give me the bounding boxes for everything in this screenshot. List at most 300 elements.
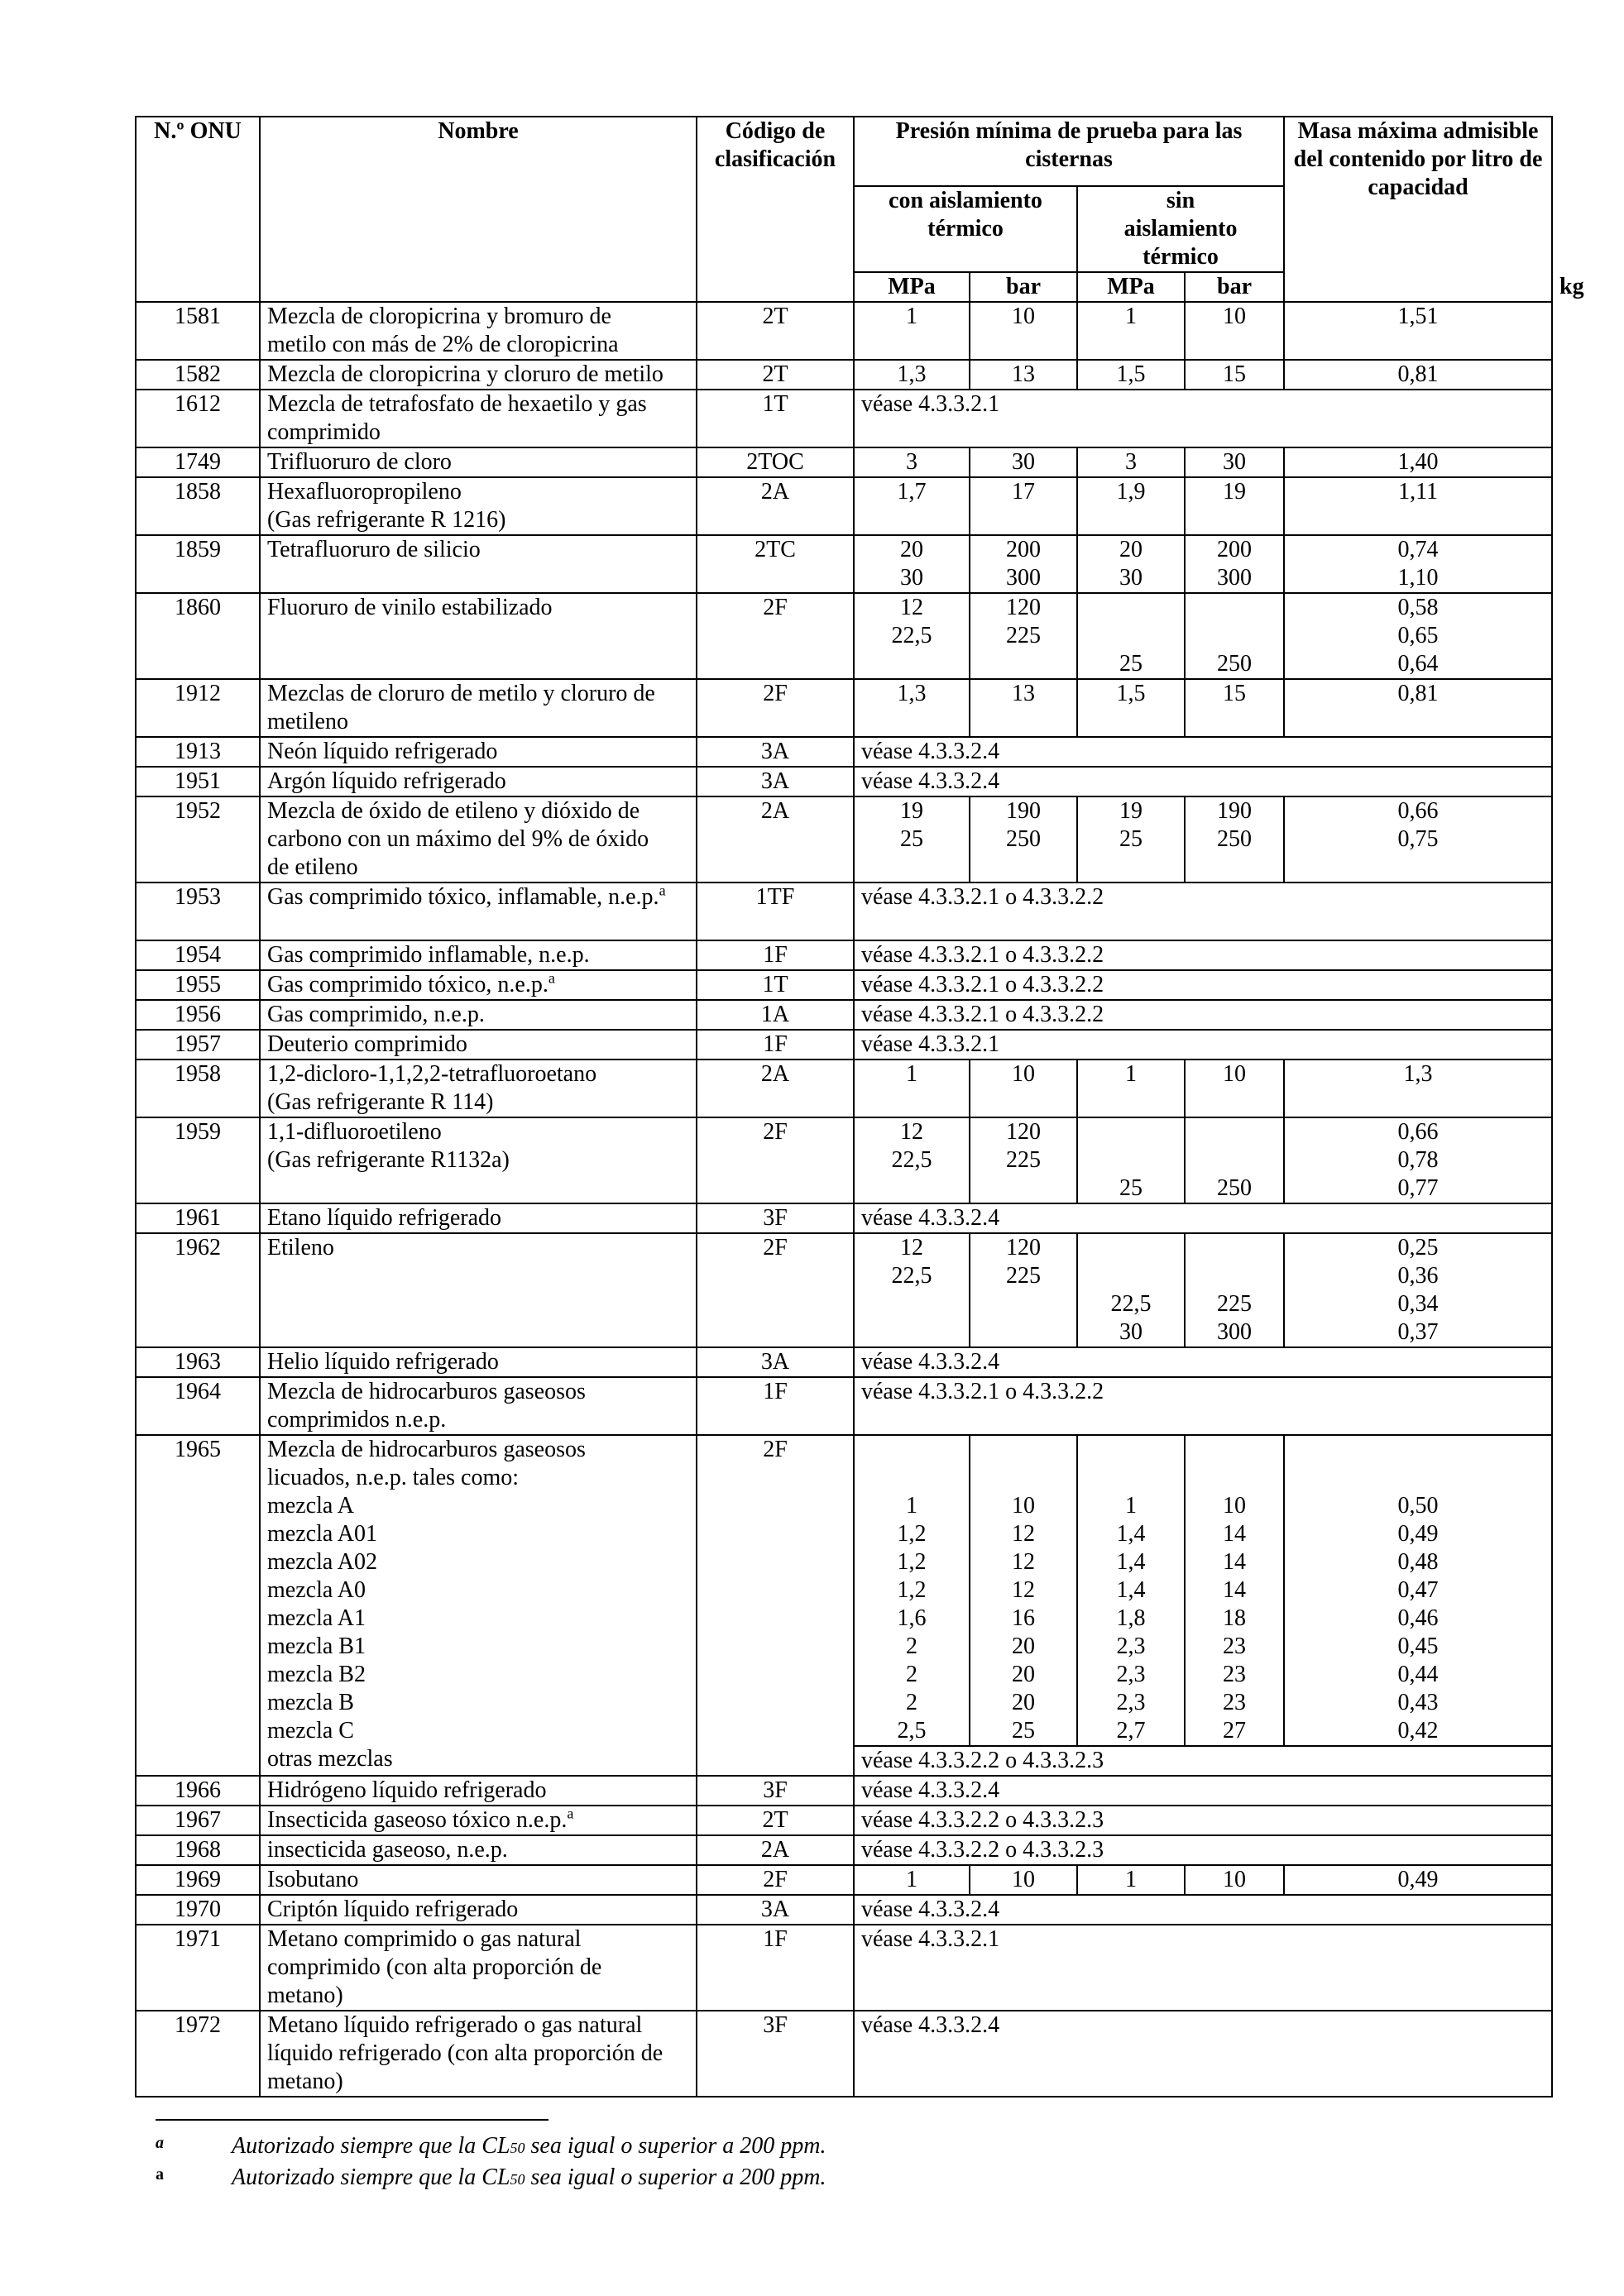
table-row xyxy=(136,360,1552,390)
mpa-insulated xyxy=(854,447,970,477)
cell-line: 16 xyxy=(1012,1605,1035,1631)
mpa-insulated xyxy=(854,1233,970,1347)
blank-line xyxy=(267,911,689,940)
cell-line: 23 xyxy=(1223,1690,1247,1715)
max-mass-kg xyxy=(1284,302,1552,360)
name-line: Criptón líquido refrigerado xyxy=(267,1897,519,1922)
name-line: metilo con más de 2% de cloropicrina xyxy=(267,332,619,357)
name-line: Gas comprimido tóxico, inflamable, n.e.p. xyxy=(267,884,659,910)
cell-line: 1 xyxy=(1125,1061,1137,1087)
classification-code: 1F xyxy=(697,1925,854,2011)
substance-name xyxy=(260,1776,697,1806)
classification-code: 2A xyxy=(697,1835,854,1865)
substance-name xyxy=(260,1835,697,1865)
cell-line: 1 xyxy=(906,1867,917,1892)
cell-line: 0,65 xyxy=(1397,623,1439,648)
cell-line xyxy=(977,1318,1070,1347)
name-line: mezcla A02 xyxy=(267,1549,377,1575)
name-line: carbono con un máximo del 9% de óxido xyxy=(267,826,649,852)
cell-line xyxy=(1192,1464,1277,1492)
un-number: 1959 xyxy=(136,1117,260,1203)
header-insulated: con aislamiento térmico xyxy=(854,186,1077,272)
name-line: mezcla B xyxy=(267,1690,354,1715)
substance-name xyxy=(260,1925,697,2011)
cell-line: 200 xyxy=(1217,537,1253,562)
substance-name xyxy=(260,1435,697,1776)
cell-line: 225 xyxy=(1006,1263,1041,1289)
un-number: 1859 xyxy=(136,535,260,593)
cell-line: 19 xyxy=(1119,798,1143,824)
bar-insulated xyxy=(970,679,1077,737)
bar-not-insulated xyxy=(1185,477,1284,535)
cell-line: 23 xyxy=(1223,1662,1247,1687)
bar-not-insulated xyxy=(1185,796,1284,883)
cell-line: 12 xyxy=(900,595,923,620)
bar-insulated xyxy=(970,360,1077,390)
substance-name xyxy=(260,1377,697,1435)
cell-line: 0,81 xyxy=(1397,361,1439,387)
name-line: Fluoruro de vinilo estabilizado xyxy=(267,595,553,620)
see-reference: véase 4.3.3.2.1 o 4.3.3.2.2 xyxy=(854,1000,1552,1030)
mpa-not-insulated xyxy=(1077,796,1185,883)
un-number: 1951 xyxy=(136,767,260,796)
cell-line: 12 xyxy=(1012,1577,1035,1603)
cell-line: 1,4 xyxy=(1116,1577,1146,1603)
cell-line: 1 xyxy=(1125,1493,1137,1519)
name-line: metano) xyxy=(267,1983,343,2008)
bar-insulated xyxy=(970,477,1077,535)
cell-line: 12 xyxy=(900,1235,923,1260)
table-row xyxy=(136,1060,1552,1117)
table-row xyxy=(136,1030,1552,1060)
name-line: Insecticida gaseoso tóxico n.e.p. xyxy=(267,1807,568,1833)
cell-line: 2 xyxy=(906,1662,917,1687)
classification-code: 2T xyxy=(697,302,854,360)
mpa-not-insulated xyxy=(1077,535,1185,593)
max-mass-kg xyxy=(1284,1060,1552,1117)
table-row xyxy=(136,1000,1552,1030)
header-bar-insulated: bar xyxy=(970,272,1077,302)
cell-line: 12 xyxy=(1012,1521,1035,1547)
substance-name xyxy=(260,2011,697,2097)
cell-line xyxy=(1192,1234,1277,1262)
table-row xyxy=(136,1895,1552,1925)
cell-line: 0,64 xyxy=(1397,651,1439,677)
substance-name xyxy=(260,447,697,477)
cell-line: 3 xyxy=(906,449,917,475)
un-number: 1968 xyxy=(136,1835,260,1865)
bar-insulated xyxy=(970,796,1077,883)
footnote-ref: a xyxy=(659,882,666,899)
bar-not-insulated xyxy=(1185,360,1284,390)
name-line: metileno xyxy=(267,709,348,734)
cell-line xyxy=(1291,1464,1545,1492)
cell-line: 12 xyxy=(1012,1549,1035,1575)
bar-insulated xyxy=(970,1865,1077,1895)
footnote-text: Autorizado siempre que la CL50 sea igual o superior a 200 ppm. xyxy=(232,2133,826,2159)
name-line: Etano líquido refrigerado xyxy=(267,1205,502,1231)
substance-name xyxy=(260,679,697,737)
substance-name xyxy=(260,1060,697,1117)
cell-line: 1,40 xyxy=(1397,449,1439,475)
header-mass: Masa máxima admisible del contenido por litro de capacidad xyxy=(1284,117,1552,302)
bar-insulated xyxy=(970,1117,1077,1203)
cell-line: 300 xyxy=(1217,565,1253,591)
substance-name xyxy=(260,1347,697,1377)
cell-line xyxy=(1085,1262,1177,1290)
cell-line: 1 xyxy=(906,304,917,329)
classification-code: 1T xyxy=(697,970,854,1000)
substance-name xyxy=(260,1233,697,1347)
substance-name xyxy=(260,1865,697,1895)
classification-code: 2F xyxy=(697,593,854,679)
classification-code: 1TF xyxy=(697,883,854,940)
cell-line: 20 xyxy=(1012,1662,1035,1687)
name-line: Gas comprimido tóxico, n.e.p. xyxy=(267,972,549,997)
name-line: Hexafluoropropileno xyxy=(267,479,462,505)
name-line: de etileno xyxy=(267,854,358,880)
cell-line: 0,66 xyxy=(1397,1119,1439,1145)
header-code: Código de clasificación xyxy=(697,117,854,302)
max-mass-kg xyxy=(1284,593,1552,679)
table-row xyxy=(136,1806,1552,1835)
un-number: 1967 xyxy=(136,1806,260,1835)
substance-name xyxy=(260,737,697,767)
cell-line xyxy=(861,1318,962,1347)
cell-line: 200 xyxy=(1006,537,1041,562)
footnote-mark: a xyxy=(156,2134,164,2152)
cell-line: 0,81 xyxy=(1397,681,1439,706)
cell-line: 120 xyxy=(1006,1119,1041,1145)
cell-line: 190 xyxy=(1006,798,1041,824)
cell-line: 250 xyxy=(1217,826,1253,852)
substance-name xyxy=(260,970,697,1000)
cell-line: 27 xyxy=(1223,1718,1247,1744)
cell-line: 0,44 xyxy=(1397,1662,1439,1687)
bar-not-insulated xyxy=(1185,1865,1284,1895)
table-row xyxy=(136,796,1552,883)
table-row xyxy=(136,477,1552,535)
see-reference: véase 4.3.3.2.4 xyxy=(854,1895,1552,1925)
mpa-insulated xyxy=(854,679,970,737)
un-number: 1971 xyxy=(136,1925,260,2011)
bar-not-insulated xyxy=(1185,535,1284,593)
mpa-not-insulated xyxy=(1077,1060,1185,1117)
cell-line: 0,49 xyxy=(1397,1521,1439,1547)
table-row xyxy=(136,883,1552,940)
mpa-not-insulated xyxy=(1077,302,1185,360)
substance-name xyxy=(260,1806,697,1835)
classification-code: 1T xyxy=(697,390,854,447)
name-line: mezcla B1 xyxy=(267,1634,366,1659)
mpa-insulated xyxy=(854,535,970,593)
cell-line: 2,3 xyxy=(1116,1634,1146,1659)
cell-line: 22,5 xyxy=(1110,1291,1152,1317)
cell-line: 2,3 xyxy=(1116,1662,1146,1687)
mpa-insulated xyxy=(854,302,970,360)
table-row xyxy=(136,679,1552,737)
see-reference: véase 4.3.3.2.2 o 4.3.3.2.3 xyxy=(854,1746,1552,1776)
cell-line: 1,51 xyxy=(1397,304,1439,329)
cell-line xyxy=(1192,1262,1277,1290)
table-row xyxy=(136,2011,1552,2097)
cell-line: 19 xyxy=(1223,479,1247,505)
bar-not-insulated xyxy=(1185,679,1284,737)
footnote-text: Autorizado siempre que la CL50 sea igual o superior a 200 ppm. xyxy=(232,2164,826,2190)
cell-line xyxy=(861,1174,962,1203)
cell-line: 1,5 xyxy=(1116,681,1146,706)
cell-line: 14 xyxy=(1223,1577,1247,1603)
cell-line: 0,50 xyxy=(1397,1493,1439,1519)
mpa-insulated xyxy=(854,360,970,390)
name-line: Mezclas de cloruro de metilo y cloruro de xyxy=(267,681,655,706)
cell-line xyxy=(1192,1436,1277,1464)
see-reference: véase 4.3.3.2.4 xyxy=(854,2011,1552,2097)
name-line: Tetrafluoruro de silicio xyxy=(267,537,481,562)
cell-line xyxy=(977,650,1070,678)
cell-line: 10 xyxy=(1223,1493,1247,1519)
cell-line: 1,3 xyxy=(897,681,927,706)
header-pressure: Presión mínima de prueba para las cisternas xyxy=(854,117,1284,186)
un-number: 1953 xyxy=(136,883,260,940)
name-line: Mezcla de tetrafosfato de hexaetilo y gas xyxy=(267,391,647,417)
cell-line: 13 xyxy=(1012,681,1035,706)
max-mass-kg xyxy=(1284,1233,1552,1347)
cell-line: 0,43 xyxy=(1397,1690,1439,1715)
cell-line: 0,47 xyxy=(1397,1577,1439,1603)
classification-code: 1F xyxy=(697,1030,854,1060)
name-line: metano) xyxy=(267,2069,343,2094)
table-row xyxy=(136,737,1552,767)
substance-name xyxy=(260,1203,697,1233)
cell-line xyxy=(1085,1464,1177,1492)
mpa-not-insulated xyxy=(1077,679,1185,737)
cell-line: 1,2 xyxy=(897,1549,927,1575)
cell-line: 0,45 xyxy=(1397,1634,1439,1659)
classification-code: 3A xyxy=(697,767,854,796)
name-line: Neón líquido refrigerado xyxy=(267,739,498,764)
table-row xyxy=(136,1347,1552,1377)
cell-line: 1 xyxy=(906,1493,917,1519)
mpa-insulated xyxy=(854,796,970,883)
bar-insulated xyxy=(970,593,1077,679)
classification-code: 2A xyxy=(697,477,854,535)
un-number: 1913 xyxy=(136,737,260,767)
cell-line: 1,9 xyxy=(1116,479,1146,505)
bar-insulated xyxy=(970,1233,1077,1347)
substance-name xyxy=(260,302,697,360)
cell-line xyxy=(977,1464,1070,1492)
mpa-insulated xyxy=(854,1117,970,1203)
cell-line: 1 xyxy=(1125,304,1137,329)
see-reference: véase 4.3.3.2.4 xyxy=(854,1347,1552,1377)
cell-line: 18 xyxy=(1223,1605,1247,1631)
cell-line: 0,66 xyxy=(1397,798,1439,824)
cell-line: 1,7 xyxy=(897,479,927,505)
cell-line: 0,48 xyxy=(1397,1549,1439,1575)
name-line: Isobutano xyxy=(267,1867,359,1892)
see-reference: véase 4.3.3.2.4 xyxy=(854,767,1552,796)
mpa-not-insulated xyxy=(1077,360,1185,390)
cell-line: 300 xyxy=(1006,565,1041,591)
cell-line: 19 xyxy=(900,798,923,824)
bar-not-insulated xyxy=(1185,302,1284,360)
un-number: 1858 xyxy=(136,477,260,535)
classification-code: 3A xyxy=(697,1895,854,1925)
cell-line: 14 xyxy=(1223,1521,1247,1547)
table-row xyxy=(136,940,1552,970)
cell-line: 20 xyxy=(1012,1634,1035,1659)
cell-line: 22,5 xyxy=(891,1147,932,1173)
table-row xyxy=(136,970,1552,1000)
cell-line: 0,74 xyxy=(1397,537,1439,562)
see-reference: véase 4.3.3.2.1 o 4.3.3.2.2 xyxy=(854,970,1552,1000)
see-reference: véase 4.3.3.2.1 o 4.3.3.2.2 xyxy=(854,1377,1552,1435)
cell-line: 25 xyxy=(900,826,923,852)
cell-line: 0,37 xyxy=(1397,1319,1439,1345)
un-number: 1972 xyxy=(136,2011,260,2097)
mpa-insulated xyxy=(854,593,970,679)
cell-line: 23 xyxy=(1223,1634,1247,1659)
un-number: 1860 xyxy=(136,593,260,679)
name-line: 1,1-difluoroetileno xyxy=(267,1119,442,1145)
cell-line: 0,77 xyxy=(1397,1175,1439,1201)
name-line: líquido refrigerado (con alta proporción de xyxy=(267,2040,663,2066)
substance-name xyxy=(260,535,697,593)
substance-name xyxy=(260,1117,697,1203)
cell-line: 0,34 xyxy=(1397,1291,1439,1317)
see-reference: véase 4.3.3.2.4 xyxy=(854,737,1552,767)
cell-line: 2,7 xyxy=(1116,1718,1146,1744)
cell-line: 30 xyxy=(1223,449,1247,475)
table-row xyxy=(136,302,1552,360)
name-line: Hidrógeno líquido refrigerado xyxy=(267,1777,547,1803)
name-line: insecticida gaseoso, n.e.p. xyxy=(267,1837,508,1863)
substance-name xyxy=(260,1895,697,1925)
name-line: comprimido xyxy=(267,419,381,445)
see-reference: véase 4.3.3.2.4 xyxy=(854,1776,1552,1806)
name-line: Metano comprimido o gas natural xyxy=(267,1926,582,1952)
cell-line: 15 xyxy=(1223,681,1247,706)
classification-code: 3A xyxy=(697,1347,854,1377)
substance-name xyxy=(260,796,697,883)
name-line: (Gas refrigerante R 1216) xyxy=(267,507,506,533)
un-number: 1912 xyxy=(136,679,260,737)
cell-line: 1,11 xyxy=(1398,479,1439,505)
bar-not-insulated xyxy=(1185,1117,1284,1203)
substance-name xyxy=(260,390,697,447)
classification-code: 3F xyxy=(697,1776,854,1806)
max-mass-kg xyxy=(1284,1435,1552,1746)
cell-line: 0,46 xyxy=(1397,1605,1439,1631)
un-number: 1961 xyxy=(136,1203,260,1233)
see-reference: véase 4.3.3.2.4 xyxy=(854,1203,1552,1233)
name-line: Mezcla de cloropicrina y bromuro de xyxy=(267,304,611,329)
un-number: 1958 xyxy=(136,1060,260,1117)
mpa-not-insulated xyxy=(1077,1865,1185,1895)
cell-line xyxy=(861,650,962,678)
cell-line: 2 xyxy=(906,1690,917,1715)
bar-not-insulated xyxy=(1185,1435,1284,1746)
bar-insulated xyxy=(970,1060,1077,1117)
cell-line: 30 xyxy=(1012,449,1035,475)
table-row xyxy=(136,1865,1552,1895)
cell-line xyxy=(1291,1436,1545,1464)
name-line: Etileno xyxy=(267,1235,334,1260)
cell-line: 225 xyxy=(1217,1291,1253,1317)
cell-line xyxy=(1085,1436,1177,1464)
name-line: Metano líquido refrigerado o gas natural xyxy=(267,2012,643,2038)
cell-line: 0,78 xyxy=(1397,1147,1439,1173)
classification-code: 3F xyxy=(697,2011,854,2097)
footnote-ref: a xyxy=(548,969,555,987)
bar-not-insulated xyxy=(1185,1233,1284,1347)
un-number: 1957 xyxy=(136,1030,260,1060)
name-line: Mezcla de óxido de etileno y dióxido de xyxy=(267,798,640,824)
un-gas-table xyxy=(135,116,1584,2097)
cell-line: 0,75 xyxy=(1397,826,1439,852)
cell-line: 25 xyxy=(1012,1718,1035,1744)
cell-line: 13 xyxy=(1012,361,1035,387)
cell-line: 1,8 xyxy=(1116,1605,1146,1631)
table-row xyxy=(136,1835,1552,1865)
cell-line: 120 xyxy=(1006,1235,1041,1260)
mpa-insulated xyxy=(854,1865,970,1895)
table-header: N.º ONU Nombre Código de clasificación Presión mínima de prueba para las cisternas Masa máxima admisible del contenido por litro de capacidad con aislamiento térmico sin aislamiento térmico MPa bar MPa bar kg xyxy=(136,117,1552,302)
cell-line: 190 xyxy=(1217,798,1253,824)
bar-not-insulated xyxy=(1185,1060,1284,1117)
name-line: comprimido (con alta proporción de xyxy=(267,1954,602,1980)
cell-line xyxy=(1085,622,1177,650)
header-mpa-not-insulated: MPa xyxy=(1077,272,1185,302)
name-line: licuados, n.e.p. tales como: xyxy=(267,1465,520,1490)
header-bar-not-insulated: bar xyxy=(1185,272,1284,302)
cell-line: 10 xyxy=(1012,1867,1035,1892)
cell-line: 0,36 xyxy=(1397,1263,1439,1289)
name-line: Mezcla de hidrocarburos gaseosos xyxy=(267,1379,586,1404)
cell-line: 225 xyxy=(1006,623,1041,648)
substance-name xyxy=(260,940,697,970)
mpa-not-insulated xyxy=(1077,447,1185,477)
cell-line: 30 xyxy=(1119,1319,1143,1345)
cell-line xyxy=(977,1290,1070,1318)
table-row xyxy=(136,1233,1552,1347)
cell-line: 10 xyxy=(1223,304,1247,329)
cell-line: 10 xyxy=(1012,304,1035,329)
name-line: Gas comprimido, n.e.p. xyxy=(267,1002,485,1027)
max-mass-kg xyxy=(1284,477,1552,535)
un-number: 1969 xyxy=(136,1865,260,1895)
classification-code: 3F xyxy=(697,1203,854,1233)
classification-code: 1F xyxy=(697,940,854,970)
table-row xyxy=(136,767,1552,796)
cell-line: 0,25 xyxy=(1397,1235,1439,1260)
bar-insulated xyxy=(970,535,1077,593)
cell-line xyxy=(1085,1234,1177,1262)
cell-line xyxy=(977,1436,1070,1464)
cell-line: 2,5 xyxy=(897,1718,927,1744)
header-name: Nombre xyxy=(260,117,697,302)
cell-line: 1,3 xyxy=(1403,1061,1433,1087)
table-row xyxy=(136,593,1552,679)
cell-line xyxy=(1085,1118,1177,1146)
name-line: mezcla A xyxy=(267,1493,354,1519)
cell-line xyxy=(1192,1118,1277,1146)
cell-line xyxy=(861,1464,962,1492)
table-row xyxy=(136,535,1552,593)
table-row xyxy=(136,1776,1552,1806)
classification-code: 2F xyxy=(697,1435,854,1776)
